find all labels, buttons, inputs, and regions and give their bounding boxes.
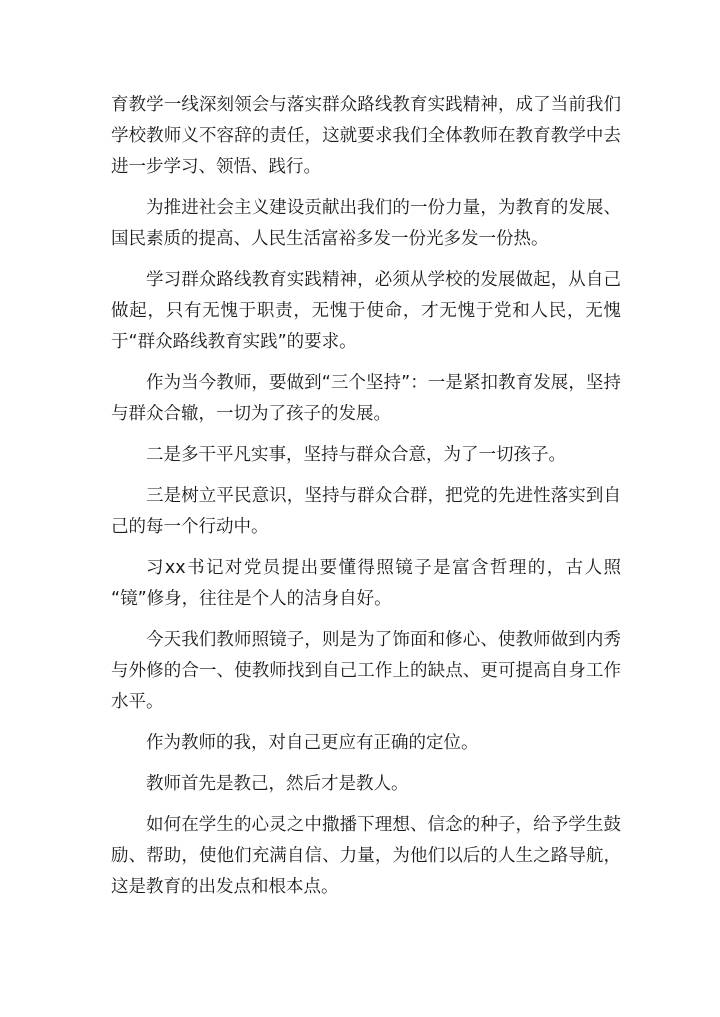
paragraph: 二是多干平凡实事，坚持与群众合意，为了一切孩子。 [146,445,566,465]
paragraph: 教师首先是教己，然后才是教人。 [146,774,409,794]
paragraph: 作为教师的我，对自己更应有正确的定位。 [146,733,479,753]
paragraph: 学习群众路线教育实践精神，必须从学校的发展做起，从自己做起，只有无愧于职责，无愧于使命，才无愧于党和人民，无愧于“群众路线教育实践”的要求。 [111,270,621,352]
paragraph-continued: 育教学一线深刻领会与落实群众路线教育实践精神，成了当前我们学校教师义不容辞的责任，这就要求我们全体教师在教育教学中去进一步学习、领悟、践行。 [111,95,621,177]
paragraph: 今天我们教师照镜子，则是为了饰面和修心、使教师做到内秀与外修的合一、使教师找到自己工作上的缺点、更可提高自身工作水平。 [111,630,621,712]
paragraph: 三是树立平民意识，坚持与群众合群，把党的先进性落实到自己的每一个行动中。 [111,486,621,537]
document-body [111,90,621,913]
paragraph: 作为当今教师，要做到“三个坚持”：一是紧扣教育发展，坚持与群众合辙，一切为了孩子的发展。 [111,373,621,424]
paragraph: 为推进社会主义建设贡献出我们的一份力量，为教育的发展、国民素质的提高、人民生活富裕多发一份光多发一份热。 [111,198,621,249]
paragraph: 习xx书记对党员提出要懂得照镜子是富含哲理的，古人照 “镜”修身，往往是个人的洁身自好。 [111,558,621,609]
paragraph: 如何在学生的心灵之中撒播下理想、信念的种子，给予学生鼓励、帮助，使他们充满自信、力量，为他们以后的人生之路导航，这是教育的出发点和根本点。 [111,815,621,897]
